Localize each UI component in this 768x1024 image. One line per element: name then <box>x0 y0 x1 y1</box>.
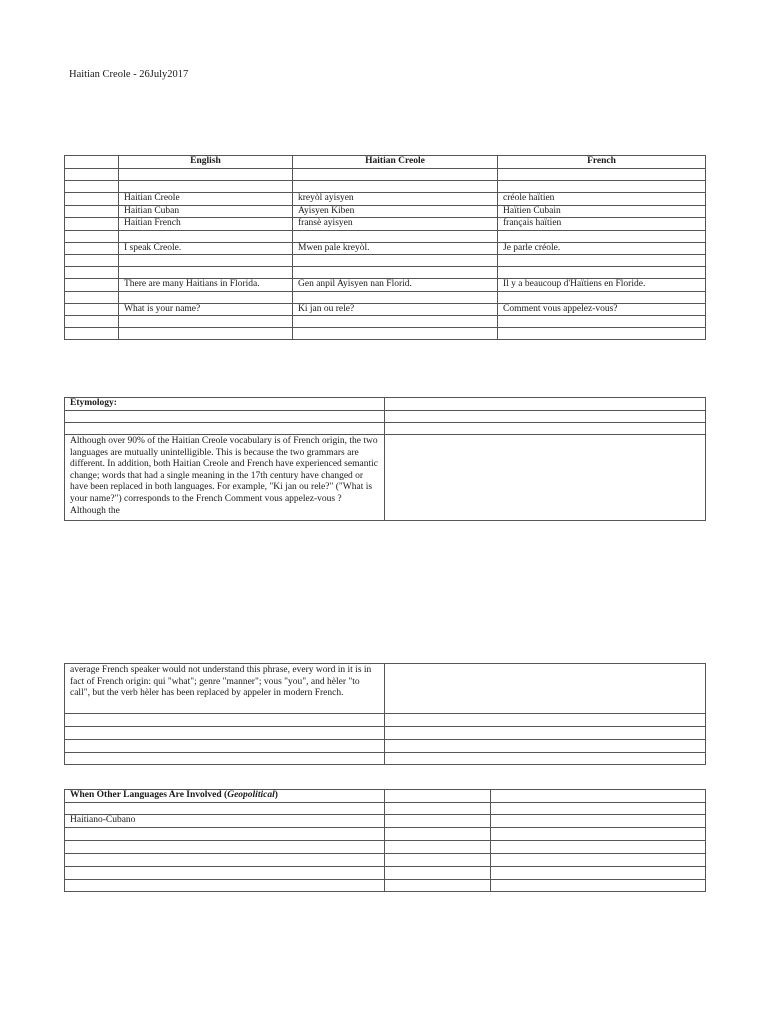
table-cell <box>65 303 119 316</box>
table-cell: Gen anpil Ayisyen nan Florid. <box>293 279 498 292</box>
table-cell <box>385 790 491 803</box>
table-row <box>65 230 706 242</box>
table-cell <box>385 740 706 753</box>
table-cell <box>385 398 706 411</box>
column-header: English <box>119 156 293 169</box>
table-cell <box>119 230 293 242</box>
table-row <box>65 328 706 340</box>
table-cell: Haitian French <box>119 218 293 231</box>
table-cell <box>385 854 491 867</box>
etymology-table <box>64 397 706 521</box>
geopolitical-title <box>65 790 385 803</box>
table-cell <box>293 328 498 340</box>
table-cell: Je parle créole. <box>498 242 706 255</box>
etymology-paragraph-part2: average French speaker would not understand this phrase, every word in it is in fact of French origin: qui "what"; genre "manner"; vous "you", and hèler "to call", but the verb hèler has been replaced by appeler in modern French. <box>65 664 385 714</box>
table-cell <box>385 664 706 714</box>
table-cell <box>293 255 498 267</box>
table-row <box>65 316 706 328</box>
table-row <box>65 242 706 255</box>
table-cell <box>65 854 385 867</box>
table-cell <box>385 841 491 854</box>
table-cell <box>65 218 119 231</box>
table-cell: What is your name? <box>119 303 293 316</box>
table-cell <box>119 328 293 340</box>
table-cell: kreyòl ayisyen <box>293 193 498 206</box>
table-cell <box>65 193 119 206</box>
table-cell <box>119 181 293 193</box>
table-row <box>65 181 706 193</box>
table-cell <box>498 169 706 181</box>
table-cell <box>491 790 706 803</box>
table-cell <box>65 181 119 193</box>
table-cell <box>498 291 706 303</box>
table-cell <box>65 740 385 753</box>
table-cell: Haïtien Cubain <box>498 205 706 218</box>
table-cell: Comment vous appelez-vous? <box>498 303 706 316</box>
table-cell <box>65 867 385 880</box>
table-cell <box>385 867 491 880</box>
table-cell <box>65 753 385 765</box>
table-cell <box>119 316 293 328</box>
table-cell <box>65 169 119 181</box>
table-cell <box>498 255 706 267</box>
table-cell <box>65 423 385 435</box>
table-cell <box>65 230 119 242</box>
table-cell <box>491 803 706 815</box>
table-cell <box>491 828 706 841</box>
table-row <box>65 169 706 181</box>
table-row <box>65 193 706 206</box>
table-row <box>65 303 706 316</box>
table-cell <box>65 880 385 892</box>
table-row <box>65 279 706 292</box>
table-cell <box>385 423 706 435</box>
table-cell: Haitian Cuban <box>119 205 293 218</box>
table-row <box>65 291 706 303</box>
table-cell <box>385 880 491 892</box>
table-cell: Haitian Creole <box>119 193 293 206</box>
table-cell <box>65 411 385 423</box>
geopolitical-title-italic: Geopolitical <box>227 790 275 800</box>
table-cell <box>119 267 293 279</box>
table-cell <box>491 841 706 854</box>
table-cell <box>293 291 498 303</box>
table-header-row <box>65 156 706 169</box>
table-cell <box>385 714 706 727</box>
column-header: Haitian Creole <box>293 156 498 169</box>
vocabulary-table <box>64 155 706 340</box>
geopolitical-table <box>64 789 706 892</box>
table-cell <box>498 316 706 328</box>
table-cell <box>65 841 385 854</box>
column-header: French <box>498 156 706 169</box>
table-cell <box>385 411 706 423</box>
table-cell <box>65 328 119 340</box>
geopolitical-title-main: When Other Languages Are Involved ( <box>70 790 228 800</box>
table-cell <box>65 316 119 328</box>
table-cell <box>293 267 498 279</box>
table-cell: fransè ayisyen <box>293 218 498 231</box>
etymology-paragraph-part1: Although over 90% of the Haitian Creole vocabulary is of French origin, the two languages are mutually unintelligible. This is because the two grammars are different. In addition, both Haitian Creole and French have experienced semantic change; words that had a single meaning in the 17th century have changed or have been replaced in both languages. For example, "Ki jan ou rele?" ("What is your name?") corresponds to the French Comment vous appelez-vous ? Although the <box>65 435 385 521</box>
table-cell: There are many Haitians in Florida. <box>119 279 293 292</box>
table-cell: Il y a beaucoup d'Haïtiens en Floride. <box>498 279 706 292</box>
geopolitical-row-label: Haitiano-Cubano <box>65 815 385 828</box>
table-cell: français haïtien <box>498 218 706 231</box>
table-cell <box>65 242 119 255</box>
table-row <box>65 205 706 218</box>
table-row <box>65 255 706 267</box>
table-cell: Mwen pale kreyòl. <box>293 242 498 255</box>
table-cell <box>385 435 706 521</box>
table-cell <box>293 230 498 242</box>
table-cell <box>65 803 385 815</box>
table-cell <box>385 828 491 841</box>
table-cell <box>491 880 706 892</box>
geopolitical-title-end: ) <box>274 790 278 800</box>
table-cell: créole haïtien <box>498 193 706 206</box>
table-cell: I speak Creole. <box>119 242 293 255</box>
table-cell <box>498 230 706 242</box>
table-row <box>65 267 706 279</box>
table-cell <box>119 255 293 267</box>
table-cell <box>491 815 706 828</box>
table-cell <box>293 181 498 193</box>
table-cell <box>491 854 706 867</box>
table-cell <box>498 181 706 193</box>
table-cell <box>119 169 293 181</box>
table-cell <box>385 815 491 828</box>
table-cell <box>65 255 119 267</box>
table-cell <box>293 169 498 181</box>
table-cell <box>293 316 498 328</box>
table-row <box>65 218 706 231</box>
etymology-title: Etymology: <box>65 398 385 411</box>
table-cell <box>65 205 119 218</box>
table-cell <box>498 267 706 279</box>
table-cell <box>491 867 706 880</box>
table-cell <box>385 727 706 740</box>
table-cell <box>119 291 293 303</box>
document-heading: Haitian Creole - 26July2017 <box>69 69 189 80</box>
table-cell <box>65 727 385 740</box>
etymology-continued-table <box>64 663 706 765</box>
table-cell <box>65 714 385 727</box>
table-cell <box>65 279 119 292</box>
table-cell: Ayisyen Kiben <box>293 205 498 218</box>
table-cell <box>498 328 706 340</box>
table-cell <box>65 267 119 279</box>
table-cell <box>385 753 706 765</box>
table-cell: Ki jan ou rele? <box>293 303 498 316</box>
table-cell <box>385 803 491 815</box>
table-cell <box>65 828 385 841</box>
table-cell <box>65 291 119 303</box>
column-header <box>65 156 119 169</box>
